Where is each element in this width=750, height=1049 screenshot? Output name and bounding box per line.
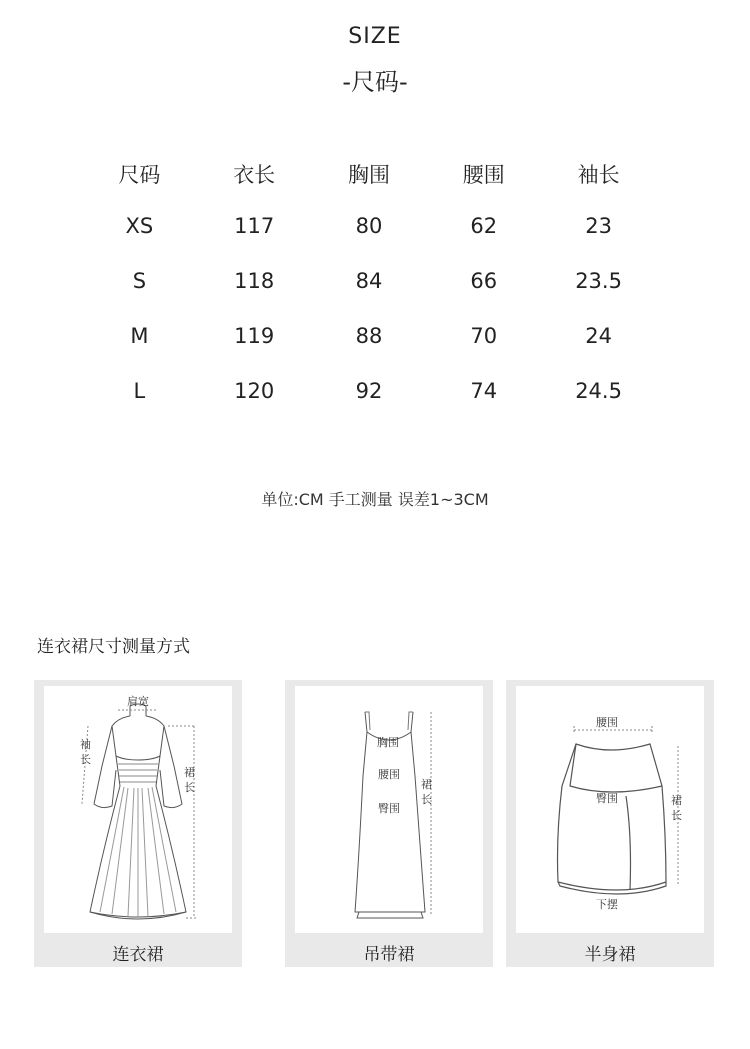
table-row (82, 253, 656, 308)
hem-label: 下摆 (596, 898, 618, 911)
table-row (82, 308, 656, 363)
table-row (82, 198, 656, 253)
column-header-length: 衣长 (233, 163, 276, 187)
card-image-area (295, 686, 483, 933)
card-image-area (44, 686, 232, 933)
skirt-length-label-2: 长 (421, 793, 432, 806)
card-image-area (516, 686, 704, 933)
table-cell: 24.5 (575, 378, 622, 403)
table-cell: 84 (355, 268, 383, 293)
card-dress (34, 680, 242, 967)
long-dress-illustration (44, 686, 232, 933)
table-cell: M (130, 323, 149, 348)
table-cell: 118 (234, 268, 275, 293)
column-header-size: 尺码 (118, 163, 161, 187)
column-header-sleeve: 袖长 (577, 163, 620, 187)
waist-label: 腰围 (596, 716, 618, 729)
page-subtitle: -尺码- (342, 68, 408, 96)
slip-dress-illustration (295, 686, 483, 933)
table-cell: XS (125, 213, 154, 238)
skirt-length-label-1: 裙 (421, 778, 432, 791)
table-cell: 66 (470, 268, 498, 293)
table-cell: S (132, 268, 147, 293)
skirt-length-label-2: 长 (184, 781, 195, 794)
card-caption: 半身裙 (584, 945, 636, 965)
table-cell: 119 (234, 323, 275, 348)
size-table (82, 150, 656, 418)
hip-label: 臀围 (378, 802, 400, 815)
card-skirt (506, 680, 714, 967)
hip-label: 臀围 (596, 792, 618, 805)
table-cell: 24 (585, 323, 612, 348)
column-header-waist: 腰围 (462, 163, 505, 187)
table-cell: 74 (470, 378, 498, 403)
skirt-length-label-1: 裙 (184, 766, 195, 779)
card-caption: 吊带裙 (363, 945, 415, 965)
waist-label: 腰围 (378, 768, 400, 781)
card-slip-dress (285, 680, 493, 967)
table-cell: 70 (470, 323, 498, 348)
table-cell: 88 (355, 323, 383, 348)
chest-label: 胸围 (377, 736, 399, 749)
table-cell: 23.5 (575, 268, 622, 293)
sleeve-label-2: 长 (80, 753, 91, 766)
table-cell: 80 (355, 213, 383, 238)
table-cell: 23 (585, 213, 612, 238)
page-title: SIZE (348, 24, 402, 49)
unit-note: 单位:CM 手工测量 误差1~3CM (261, 490, 489, 509)
table-header-row (82, 150, 656, 198)
section-title: 连衣裙尺寸测量方式 (37, 637, 190, 657)
sleeve-label-1: 袖 (80, 738, 91, 751)
table-cell: 120 (234, 378, 275, 403)
skirt-illustration (516, 686, 704, 933)
table-cell: 92 (355, 378, 383, 403)
card-caption: 连衣裙 (112, 945, 164, 965)
column-header-chest: 胸围 (347, 163, 390, 187)
table-cell: 62 (470, 213, 498, 238)
skirt-length-label-2: 长 (671, 809, 682, 822)
table-cell: 117 (234, 213, 275, 238)
table-cell: L (133, 378, 146, 403)
skirt-length-label-1: 裙 (671, 794, 682, 807)
table-row (82, 363, 656, 418)
shoulder-label: 肩宽 (127, 695, 149, 708)
